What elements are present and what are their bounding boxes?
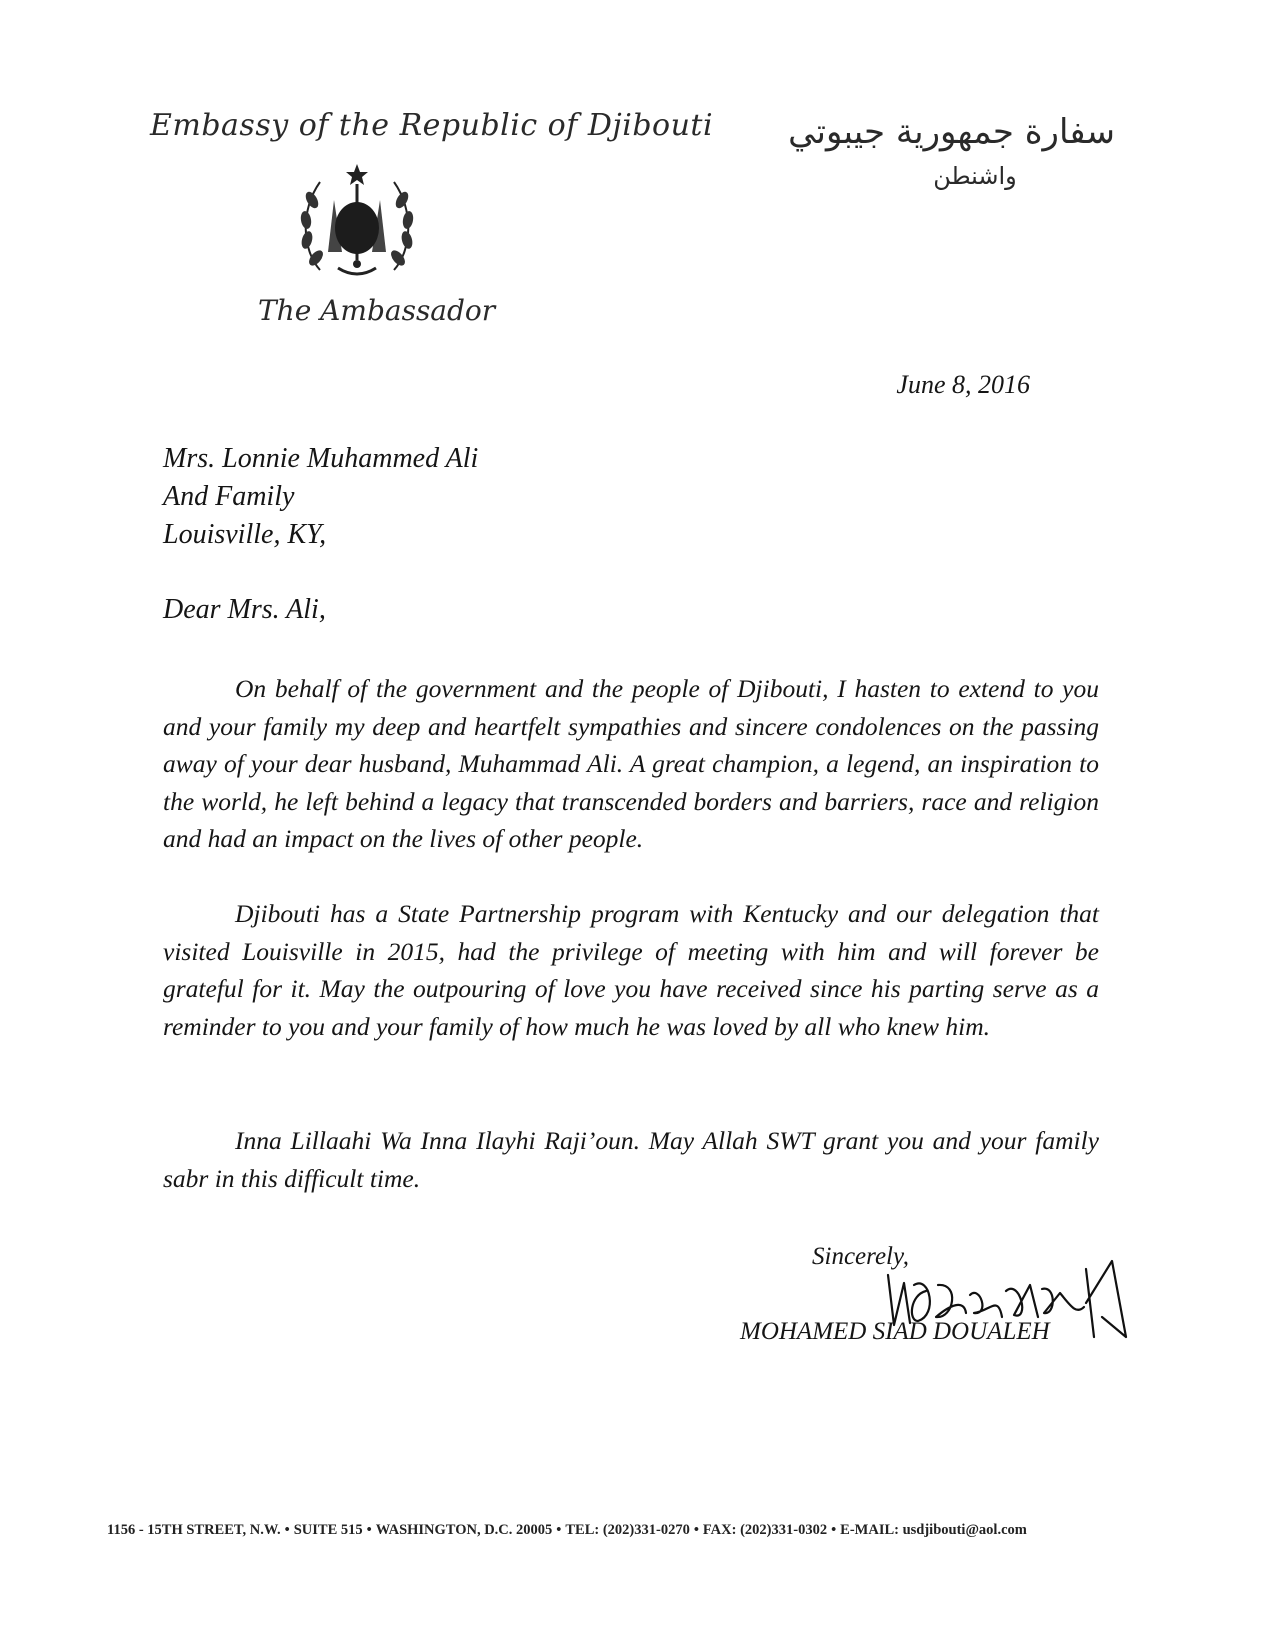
footer-email[interactable]: E-MAIL: usdjibouti@aol.com (840, 1522, 1027, 1538)
recipient-line: And Family (163, 481, 295, 512)
arabic-city-name: واشنطن (933, 162, 1017, 190)
body-paragraph: On behalf of the government and the people of Djibouti, I hasten to extend to you and your family my deep and heartfelt sympathies and sincere condolences on the passing away of your dear husband, Muhammad Ali. A great champion, a legend, an inspiration to the world, he left behind a legacy that transcended borders and barriers, race and religion and had an impact on the lives of other people. (163, 674, 1099, 853)
recipient-line: Louisville, KY, (163, 519, 327, 550)
letterhead-footer: 1156 - 15TH STREET, N.W. • SUITE 515 • WASHINGTON, D.C. 20005 • TEL: (202)331-0270 • FAX: (202)331-0302 • E-MAIL: usdjibouti@aol.com (107, 1522, 1027, 1538)
arabic-embassy-name: سفارة جمهورية جيبوتي (788, 112, 1115, 152)
signer-name: MOHAMED SIAD DOUALEH (740, 1318, 1050, 1345)
body-paragraph: Inna Lillaahi Wa Inna Ilayhi Raji’oun. May Allah SWT grant you and your family sabr in this difficult time. (163, 1126, 1099, 1193)
closing: Sincerely, (812, 1243, 909, 1270)
ambassador-title: The Ambassador (258, 294, 496, 327)
footer-tel: TEL: (202)331-0270 (565, 1522, 690, 1538)
embassy-name: Embassy of the Republic of Djibouti (150, 108, 714, 143)
footer-fax: FAX: (202)331-0302 (702, 1522, 828, 1538)
salutation: Dear Mrs. Ali, (163, 594, 326, 625)
footer-suite: SUITE 515 (293, 1522, 363, 1538)
footer-city: WASHINGTON, D.C. 20005 (375, 1522, 553, 1538)
recipient-line: Mrs. Lonnie Muhammed Ali (163, 443, 479, 474)
footer-address: 1156 - 15TH STREET, N.W. (107, 1522, 281, 1538)
letter-date: June 8, 2016 (896, 370, 1030, 399)
recipient-address (163, 440, 478, 554)
body-paragraph: Djibouti has a State Partnership program with Kentucky and our delegation that visited Louisville in 2015, had the privilege of meeting with him and will forever be grateful for it. May the outpouring of love you have received since his parting serve as a reminder to you and your family of how much he was loved by all who knew him. (163, 899, 1099, 1041)
djibouti-coat-of-arms-icon (298, 160, 416, 288)
